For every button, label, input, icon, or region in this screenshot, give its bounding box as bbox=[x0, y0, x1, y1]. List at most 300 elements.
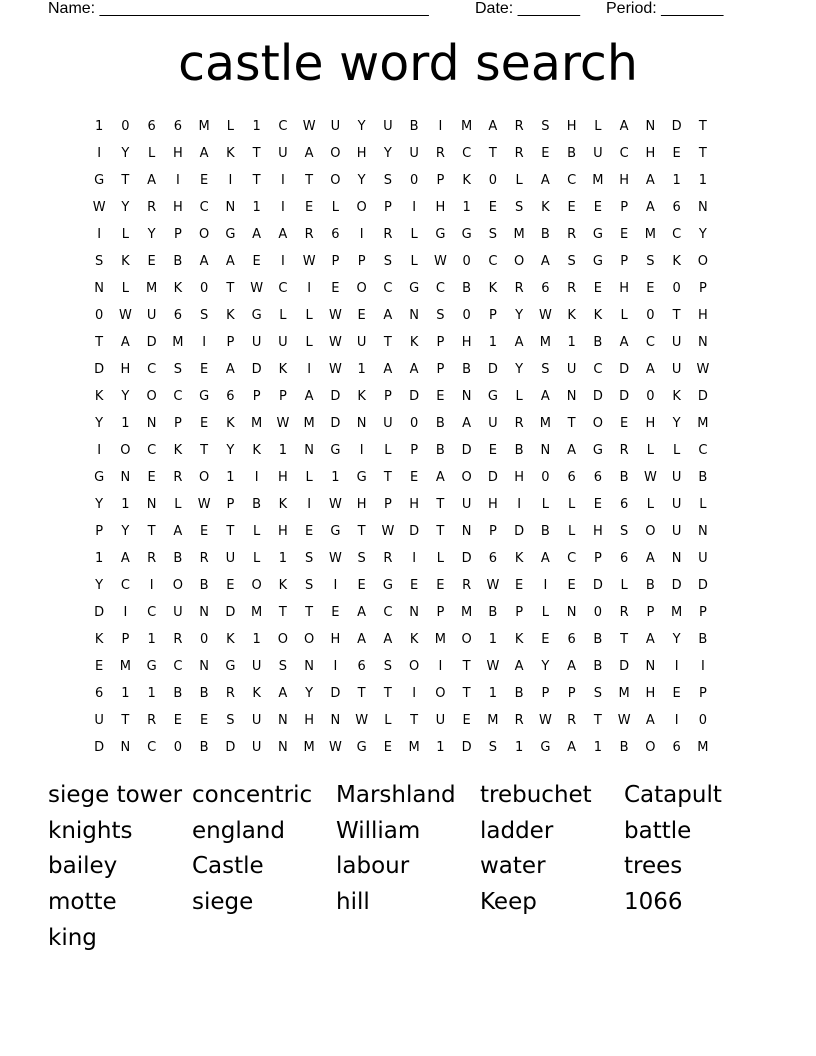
grid-letter: U bbox=[698, 551, 708, 566]
grid-letter: M bbox=[251, 416, 263, 431]
grid-letter: S bbox=[383, 173, 392, 188]
grid-letter: I bbox=[307, 497, 312, 512]
grid-letter: E bbox=[200, 362, 209, 377]
grid-letter: H bbox=[120, 362, 131, 377]
grid-letter: 6 bbox=[147, 119, 156, 134]
grid-letter: T bbox=[226, 281, 235, 296]
grid-letter: A bbox=[462, 416, 472, 431]
grid-letter: C bbox=[173, 389, 183, 404]
grid-letter: U bbox=[94, 713, 104, 728]
grid-letter: W bbox=[433, 254, 447, 269]
grid-letter: W bbox=[328, 497, 342, 512]
grid-letter: I bbox=[123, 605, 128, 620]
grid-letter: R bbox=[567, 713, 577, 728]
grid-letter: A bbox=[619, 335, 629, 350]
grid-letter: B bbox=[409, 119, 419, 134]
grid-row bbox=[86, 599, 716, 626]
grid-letter: H bbox=[566, 119, 577, 134]
grid-letter: K bbox=[226, 632, 235, 647]
grid-letter: K bbox=[252, 686, 261, 701]
grid-letter: 0 bbox=[672, 281, 681, 296]
grid-letter: 6 bbox=[173, 119, 183, 134]
grid-letter: P bbox=[620, 254, 629, 269]
grid-letter: G bbox=[225, 227, 236, 242]
grid-letter: D bbox=[146, 335, 157, 350]
grid-letter: A bbox=[278, 686, 288, 701]
grid-letter: O bbox=[356, 281, 367, 296]
page-title: castle word search bbox=[178, 35, 638, 92]
grid-letter: H bbox=[514, 470, 525, 485]
grid-letter: A bbox=[645, 362, 655, 377]
grid-letter: R bbox=[462, 578, 472, 593]
grid-letter: O bbox=[645, 524, 656, 539]
grid-letter: U bbox=[593, 146, 603, 161]
grid-letter: S bbox=[199, 308, 209, 323]
grid-letter: 1 bbox=[94, 551, 104, 566]
grid-letter: U bbox=[251, 659, 262, 674]
grid-letter: A bbox=[540, 389, 550, 404]
word-list-item: Catapult bbox=[624, 782, 722, 808]
grid-row bbox=[86, 221, 716, 248]
grid-letter: B bbox=[540, 227, 550, 242]
grid-letter: M bbox=[487, 713, 499, 728]
grid-letter: 6 bbox=[672, 200, 681, 215]
grid-letter: G bbox=[330, 443, 341, 458]
grid-letter: W bbox=[302, 119, 316, 134]
grid-letter: C bbox=[147, 362, 157, 377]
grid-letter: K bbox=[226, 416, 235, 431]
grid-letter: W bbox=[643, 470, 657, 485]
grid-letter: C bbox=[698, 443, 708, 458]
grid-letter: D bbox=[461, 740, 472, 755]
grid-letter: O bbox=[304, 632, 315, 647]
grid-letter: E bbox=[200, 416, 209, 431]
grid-letter: B bbox=[645, 578, 655, 593]
grid-letter: E bbox=[436, 578, 445, 593]
grid-letter: L bbox=[410, 227, 418, 242]
grid-letter: M bbox=[251, 605, 263, 620]
grid-letter: I bbox=[543, 578, 548, 593]
grid-letter: 1 bbox=[147, 686, 156, 701]
grid-letter: C bbox=[278, 119, 288, 134]
word-list-item: trees bbox=[624, 853, 683, 880]
grid-letter: S bbox=[541, 362, 550, 377]
grid-letter: P bbox=[95, 524, 104, 539]
grid-letter: A bbox=[645, 551, 655, 566]
grid-letter: M bbox=[697, 416, 709, 431]
grid-letter: M bbox=[303, 416, 315, 431]
grid-letter: M bbox=[539, 416, 551, 431]
grid-letter: A bbox=[357, 632, 367, 647]
grid-letter: H bbox=[461, 335, 472, 350]
grid-letter: B bbox=[462, 281, 472, 296]
grid-letter: W bbox=[486, 578, 500, 593]
grid-letter: W bbox=[250, 281, 264, 296]
grid-letter: D bbox=[619, 362, 630, 377]
grid-letter: D bbox=[592, 389, 603, 404]
grid-letter: A bbox=[252, 227, 262, 242]
grid-letter: E bbox=[147, 470, 156, 485]
grid-row bbox=[86, 329, 716, 356]
grid-letter: G bbox=[382, 578, 393, 593]
grid-letter: I bbox=[202, 335, 207, 350]
grid-letter: 1 bbox=[567, 335, 576, 350]
grid-letter: T bbox=[200, 443, 209, 458]
grid-letter: N bbox=[698, 335, 708, 350]
grid-letter: B bbox=[435, 443, 445, 458]
word-list-item: king bbox=[48, 924, 97, 951]
grid-letter: R bbox=[514, 713, 524, 728]
grid-letter: 1 bbox=[252, 632, 261, 647]
grid-letter: N bbox=[120, 740, 131, 755]
grid-letter: I bbox=[674, 713, 679, 728]
word-list-item: Keep bbox=[480, 889, 537, 916]
grid-letter: 0 bbox=[199, 632, 209, 647]
grid-letter: B bbox=[488, 605, 498, 620]
grid-letter: R bbox=[619, 443, 629, 458]
grid-letter: O bbox=[120, 443, 131, 458]
grid-letter: C bbox=[462, 146, 472, 161]
grid-letter: G bbox=[592, 227, 603, 242]
grid-letter: D bbox=[251, 362, 262, 377]
grid-letter: 6 bbox=[94, 686, 104, 701]
grid-letter: D bbox=[409, 524, 420, 539]
grid-letter: I bbox=[228, 173, 233, 188]
grid-letter: G bbox=[356, 470, 367, 485]
grid-letter: W bbox=[328, 362, 342, 377]
grid-letter: B bbox=[698, 632, 708, 647]
grid-letter: P bbox=[515, 605, 524, 620]
grid-letter: 0 bbox=[541, 470, 550, 485]
grid-letter: N bbox=[120, 470, 131, 485]
grid-letter: P bbox=[436, 605, 445, 620]
grid-letter: H bbox=[330, 632, 341, 647]
grid-letter: 6 bbox=[173, 308, 183, 323]
word-list-item: siege bbox=[192, 889, 254, 916]
grid-row bbox=[86, 410, 716, 437]
grid-letter: P bbox=[331, 254, 340, 269]
grid-letter: C bbox=[147, 605, 157, 620]
grid-letter: U bbox=[435, 713, 446, 728]
grid-letter: B bbox=[435, 416, 445, 431]
grid-letter: U bbox=[671, 335, 682, 350]
grid-letter: W bbox=[355, 713, 369, 728]
grid-letter: K bbox=[409, 335, 419, 350]
grid-letter: T bbox=[462, 686, 471, 701]
grid-letter: I bbox=[333, 578, 338, 593]
grid-letter: O bbox=[409, 659, 420, 674]
grid-letter: Y bbox=[515, 308, 524, 323]
grid-letter: G bbox=[146, 659, 157, 674]
grid-letter: D bbox=[330, 416, 341, 431]
grid-letter: A bbox=[540, 254, 550, 269]
grid-letter: M bbox=[592, 173, 604, 188]
grid-letter: N bbox=[409, 605, 419, 620]
grid-letter: I bbox=[307, 362, 312, 377]
grid-letter: S bbox=[541, 119, 550, 134]
grid-letter: N bbox=[146, 416, 157, 431]
grid-letter: L bbox=[410, 254, 418, 269]
grid-letter: M bbox=[172, 335, 184, 350]
grid-letter: E bbox=[200, 713, 209, 728]
grid-row bbox=[86, 653, 716, 680]
grid-letter: S bbox=[304, 578, 314, 593]
word-list-item: england bbox=[192, 817, 285, 844]
grid-letter: L bbox=[594, 119, 602, 134]
grid-letter: R bbox=[514, 119, 524, 134]
grid-letter: 0 bbox=[199, 281, 209, 296]
grid-letter: I bbox=[97, 146, 102, 161]
grid-letter: E bbox=[488, 200, 497, 215]
grid-letter: W bbox=[696, 362, 710, 377]
grid-letter: I bbox=[517, 497, 522, 512]
grid-letter: L bbox=[305, 335, 313, 350]
grid-letter: I bbox=[280, 254, 285, 269]
grid-letter: N bbox=[146, 497, 157, 512]
grid-row bbox=[86, 356, 716, 383]
grid-letter: A bbox=[147, 173, 157, 188]
grid-letter: T bbox=[121, 713, 130, 728]
grid-letter: E bbox=[331, 281, 340, 296]
grid-letter: R bbox=[173, 632, 183, 647]
grid-letter: N bbox=[199, 605, 209, 620]
grid-letter: P bbox=[488, 524, 497, 539]
grid-letter: Y bbox=[95, 416, 104, 431]
grid-letter: L bbox=[305, 308, 313, 323]
grid-letter: D bbox=[225, 605, 236, 620]
grid-letter: O bbox=[330, 146, 341, 161]
grid-letter: R bbox=[619, 605, 629, 620]
grid-letter: T bbox=[436, 497, 445, 512]
grid-letter: E bbox=[593, 281, 602, 296]
grid-letter: O bbox=[356, 200, 367, 215]
grid-letter: W bbox=[328, 740, 342, 755]
grid-letter: U bbox=[383, 119, 393, 134]
grid-letter: D bbox=[487, 362, 498, 377]
grid-letter: K bbox=[226, 308, 235, 323]
grid-letter: R bbox=[199, 551, 209, 566]
grid-letter: T bbox=[305, 605, 314, 620]
grid-letter: O bbox=[277, 632, 288, 647]
student-info-header bbox=[48, 0, 748, 20]
grid-letter: L bbox=[699, 497, 707, 512]
grid-letter: G bbox=[330, 524, 341, 539]
grid-letter: T bbox=[252, 146, 261, 161]
grid-letter: L bbox=[568, 524, 576, 539]
grid-letter: B bbox=[593, 632, 603, 647]
grid-letter: U bbox=[671, 497, 682, 512]
grid-letter: B bbox=[619, 470, 629, 485]
grid-letter: C bbox=[488, 254, 498, 269]
grid-letter: 1 bbox=[357, 362, 366, 377]
grid-row bbox=[86, 626, 716, 653]
grid-letter: M bbox=[513, 227, 525, 242]
grid-letter: P bbox=[567, 686, 576, 701]
grid-letter: I bbox=[97, 443, 102, 458]
grid-letter: L bbox=[646, 497, 654, 512]
grid-letter: T bbox=[357, 524, 366, 539]
grid-letter: A bbox=[567, 443, 577, 458]
grid-letter: C bbox=[593, 362, 603, 377]
grid-letter: P bbox=[620, 200, 629, 215]
grid-letter: N bbox=[645, 659, 656, 674]
grid-letter: I bbox=[412, 686, 417, 701]
grid-letter: I bbox=[280, 200, 285, 215]
grid-letter: E bbox=[541, 632, 550, 647]
grid-row bbox=[86, 302, 716, 329]
grid-row bbox=[86, 383, 716, 410]
grid-row bbox=[86, 680, 716, 707]
grid-letter: O bbox=[146, 389, 157, 404]
grid-letter: G bbox=[94, 470, 105, 485]
grid-letter: E bbox=[620, 227, 629, 242]
grid-letter: D bbox=[94, 740, 105, 755]
grid-letter: M bbox=[671, 605, 683, 620]
grid-letter: K bbox=[121, 254, 130, 269]
grid-letter: I bbox=[175, 173, 180, 188]
grid-letter: H bbox=[619, 173, 630, 188]
grid-letter: 1 bbox=[278, 551, 288, 566]
grid-letter: R bbox=[514, 416, 524, 431]
grid-letter: L bbox=[253, 551, 261, 566]
grid-row bbox=[86, 734, 716, 761]
grid-letter: B bbox=[567, 146, 577, 161]
grid-letter: P bbox=[410, 443, 419, 458]
word-list-row bbox=[48, 849, 768, 885]
grid-letter: C bbox=[672, 227, 682, 242]
grid-letter: D bbox=[514, 524, 525, 539]
grid-letter: S bbox=[567, 254, 576, 269]
grid-letter: 1 bbox=[121, 686, 130, 701]
grid-letter: D bbox=[461, 443, 472, 458]
grid-letter: 0 bbox=[488, 173, 498, 188]
grid-letter: L bbox=[673, 443, 681, 458]
grid-letter: 6 bbox=[593, 470, 603, 485]
grid-letter: U bbox=[251, 740, 262, 755]
grid-letter: A bbox=[225, 254, 235, 269]
grid-letter: O bbox=[514, 254, 525, 269]
grid-row bbox=[86, 140, 716, 167]
grid-letter: P bbox=[436, 335, 445, 350]
grid-letter: U bbox=[278, 335, 288, 350]
grid-letter: T bbox=[593, 713, 602, 728]
grid-letter: C bbox=[567, 173, 577, 188]
grid-letter: W bbox=[276, 416, 290, 431]
grid-letter: T bbox=[567, 416, 576, 431]
grid-letter: P bbox=[173, 416, 182, 431]
grid-letter: E bbox=[620, 416, 629, 431]
grid-letter: T bbox=[305, 173, 314, 188]
grid-letter: G bbox=[409, 281, 420, 296]
grid-letter: I bbox=[97, 227, 102, 242]
grid-letter: O bbox=[199, 470, 210, 485]
word-list-item: 1066 bbox=[624, 889, 683, 916]
grid-letter: H bbox=[645, 146, 656, 161]
grid-letter: N bbox=[409, 308, 419, 323]
grid-letter: K bbox=[278, 578, 288, 593]
grid-letter: W bbox=[538, 308, 552, 323]
grid-letter: S bbox=[383, 659, 392, 674]
grid-letter: Y bbox=[357, 119, 366, 134]
grid-letter: C bbox=[383, 605, 393, 620]
word-list bbox=[48, 778, 768, 956]
grid-letter: B bbox=[619, 740, 629, 755]
grid-letter: O bbox=[461, 632, 472, 647]
grid-letter: R bbox=[383, 551, 393, 566]
word-list-row bbox=[48, 921, 768, 957]
grid-letter: 6 bbox=[619, 551, 629, 566]
date-field-label: Date: _______ bbox=[475, 0, 580, 17]
grid-letter: D bbox=[409, 389, 420, 404]
grid-letter: I bbox=[438, 659, 443, 674]
grid-letter: K bbox=[593, 308, 603, 323]
grid-letter: 1 bbox=[488, 686, 498, 701]
grid-letter: O bbox=[199, 227, 210, 242]
grid-letter: U bbox=[330, 119, 341, 134]
grid-letter: A bbox=[567, 740, 577, 755]
grid-letter: 6 bbox=[567, 632, 576, 647]
grid-letter: T bbox=[357, 686, 366, 701]
grid-letter: A bbox=[225, 362, 235, 377]
grid-letter: U bbox=[383, 416, 393, 431]
grid-letter: 0 bbox=[94, 308, 104, 323]
grid-letter: P bbox=[252, 389, 261, 404]
grid-letter: Y bbox=[672, 632, 681, 647]
grid-letter: E bbox=[436, 389, 445, 404]
grid-letter: P bbox=[593, 551, 602, 566]
grid-letter: 1 bbox=[252, 200, 261, 215]
grid-letter: T bbox=[488, 146, 497, 161]
grid-letter: P bbox=[383, 200, 392, 215]
grid-letter: N bbox=[330, 713, 341, 728]
grid-letter: G bbox=[435, 227, 446, 242]
grid-letter: T bbox=[620, 632, 629, 647]
grid-letter: 1 bbox=[488, 335, 498, 350]
grid-letter: P bbox=[357, 254, 366, 269]
grid-letter: A bbox=[357, 605, 367, 620]
grid-letter: 1 bbox=[593, 740, 603, 755]
grid-letter: B bbox=[593, 659, 603, 674]
grid-letter: M bbox=[461, 119, 473, 134]
grid-letter: D bbox=[225, 740, 236, 755]
grid-letter: Y bbox=[672, 416, 681, 431]
grid-letter: W bbox=[617, 713, 631, 728]
grid-letter: T bbox=[147, 524, 156, 539]
grid-letter: H bbox=[172, 200, 183, 215]
grid-letter: O bbox=[172, 578, 183, 593]
grid-letter: B bbox=[540, 524, 550, 539]
grid-letter: R bbox=[383, 227, 393, 242]
grid-letter: S bbox=[226, 713, 235, 728]
grid-letter: S bbox=[94, 254, 104, 269]
grid-letter: 1 bbox=[94, 119, 104, 134]
grid-letter: S bbox=[383, 254, 392, 269]
grid-letter: T bbox=[121, 173, 130, 188]
grid-letter: M bbox=[408, 740, 420, 755]
grid-letter: U bbox=[671, 362, 682, 377]
grid-letter: 0 bbox=[121, 119, 130, 134]
grid-letter: B bbox=[252, 497, 262, 512]
grid-letter: U bbox=[251, 713, 262, 728]
grid-letter: T bbox=[698, 119, 707, 134]
grid-letter: A bbox=[619, 119, 629, 134]
grid-letter: H bbox=[592, 524, 603, 539]
grid-letter: D bbox=[671, 119, 682, 134]
grid-letter: 6 bbox=[331, 227, 340, 242]
grid-letter: P bbox=[383, 389, 392, 404]
grid-letter: Y bbox=[515, 362, 524, 377]
grid-letter: G bbox=[592, 254, 603, 269]
